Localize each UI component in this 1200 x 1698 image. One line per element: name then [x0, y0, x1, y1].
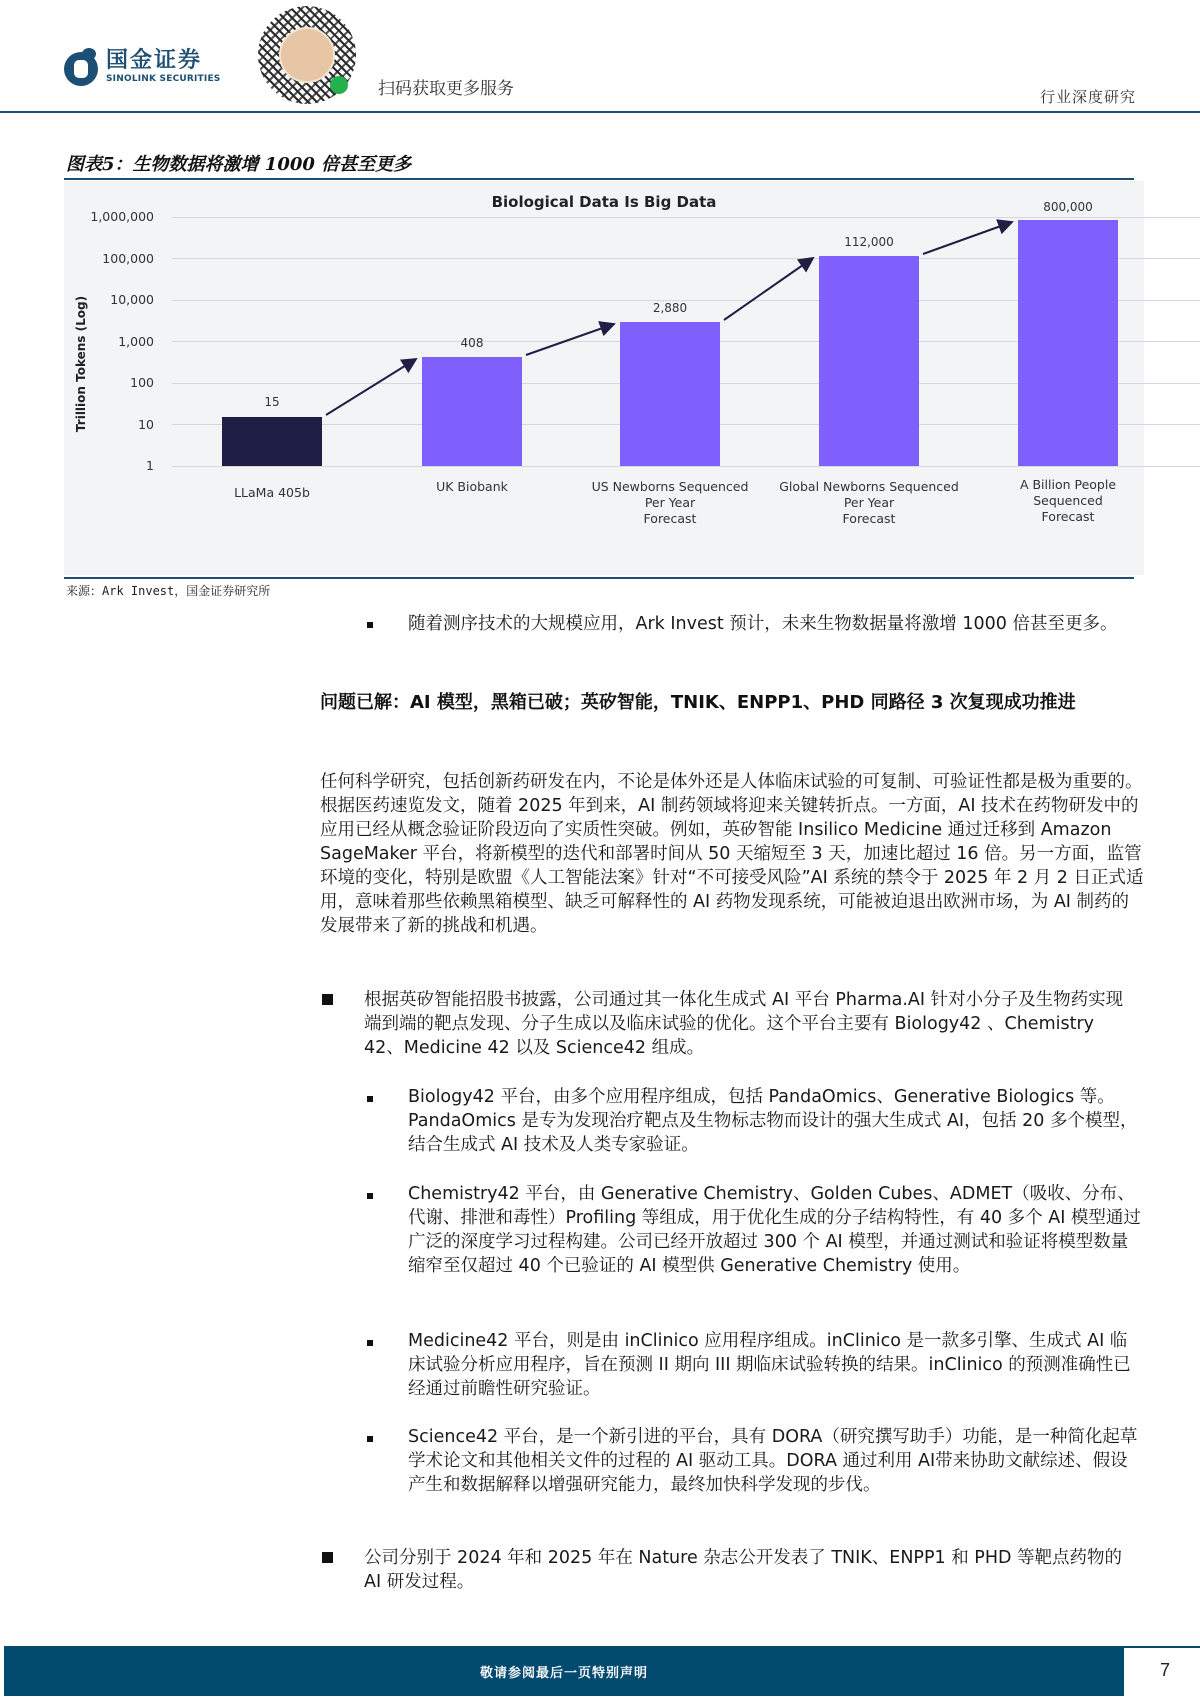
bullet-marker	[367, 1096, 373, 1102]
x-category-label: UK Biobank	[436, 479, 508, 494]
y-tick: 1	[146, 458, 154, 473]
sub-bullet-chemistry42: Chemistry42 平台，由 Generative Chemistry、Golden Cubes、ADMET（吸收、分布、代谢、排泄和毒性）Profiling 等组成，用于优化生成的分子结构特性，有 40 多个 AI 模型通过广泛的深度学习过程构建。公司已经开放超过 300 个 AI 模型，并通过测试和验证将模型数量缩窄至仅超过 40 个已验证的 AI 模型供 Generative Chemistry 使用。	[408, 1184, 1141, 1276]
y-tick: 1,000,000	[90, 209, 154, 224]
figure-top-rule	[64, 178, 1134, 180]
qr-center-badge-icon	[279, 27, 335, 83]
logo-english-name: SINOLINK SECURITIES	[106, 74, 221, 84]
x-category-label: A Billion People Sequenced Forecast	[1019, 477, 1117, 524]
footer-rule	[1124, 1646, 1200, 1648]
section-heading: 问题已解：AI 模型，黑箱已破；英矽智能，TNIK、ENPP1、PHD 同路径 3 次复现成功推进	[320, 692, 1076, 713]
figure-source: 来源：Ark Invest，国金证券研究所	[66, 584, 271, 598]
y-tick: 1,000	[118, 334, 154, 349]
footer-disclaimer[interactable]: 敬请参阅最后一页特别声明	[479, 1666, 648, 1681]
mini-program-icon	[330, 76, 348, 94]
logo-chinese-name: 国金证券	[106, 48, 203, 73]
footer-disclaimer-bar	[4, 1646, 1124, 1696]
bar-chart	[64, 181, 1144, 575]
x-category-label: US Newborns Sequenced Per Year Forecast	[591, 479, 749, 526]
bar-value-label: 408	[460, 336, 484, 350]
bullet-paragraph: 公司分别于 2024 年和 2025 年在 Nature 杂志公开发表了 TNIK、ENPP1 和 PHD 等靶点药物的 AI 研发过程。	[364, 1548, 1123, 1592]
logo-icon	[64, 48, 98, 86]
header-divider	[0, 111, 1200, 113]
y-axis-label: Trillion Tokens (Log)	[74, 295, 88, 433]
report-type-label: 行业深度研究	[1039, 88, 1136, 106]
bullet-marker	[322, 1552, 333, 1563]
y-tick: 100	[130, 375, 154, 390]
bullet-marker	[322, 994, 333, 1005]
body-paragraph: 任何科学研究，包括创新药研发在内，不论是体外还是人体临床试验的可复制、可验证性都是极为重要的。根据医药速览发文，随着 2025 年到来，AI 制药领域将迎来关键转折点。一方面，AI 技术在药物研发中的应用已经从概念验证阶段迈向了实质性突破。例如，英矽智能 Insilico Medicine 通过迁移到 Amazon SageMaker 平台，将新模型的迭代和部署时间从 50 天缩短至 3 天，加速比超过 16 倍。另一方面，监管环境的变化，特别是欧盟《人工智能法案》针对“不可接受风险”AI 系统的禁令于 2025 年 2 月 2 日正式适用，意味着那些依赖黑箱模型、缺乏可解释性的 AI 药物发现系统，可能被迫退出欧洲市场，为 AI 制药的发展带来了新的挑战和机遇。	[320, 772, 1144, 936]
bar-value-label: 112,000	[844, 235, 894, 249]
bullet-paragraph: 随着测序技术的大规模应用，Ark Invest 预计，未来生物数据量将激增 1000 倍甚至更多。	[408, 614, 1118, 634]
sub-bullet-biology42: Biology42 平台，由多个应用程序组成，包括 PandaOmics、Generative Biologics 等。PandaOmics 是专为发现治疗靶点及生物标志物而设计的强大生成式 AI，包括 20 多个模型，结合生成式 AI 技术及人类专家验证。	[408, 1087, 1138, 1155]
chart-title: Biological Data Is Big Data	[491, 193, 717, 211]
bullet-marker	[367, 1340, 373, 1346]
sub-bullet-medicine42: Medicine42 平台，则是由 inClinico 应用程序组成。inClinico 是一款多引擎、生成式 AI 临床试验分析应用程序，旨在预测 II 期向 III 期临床试验转换的结果。inClinico 的预测准确性已经通过前瞻性研究验证。	[408, 1331, 1131, 1399]
bar-value-label: 15	[264, 395, 280, 409]
x-category-label: LLaMa 405b	[234, 485, 310, 500]
y-tick: 10,000	[110, 292, 154, 307]
y-tick: 100,000	[102, 251, 154, 266]
sub-bullet-science42: Science42 平台，是一个新引进的平台，具有 DORA（研究撰写助手）功能，是一种简化起草学术论文和其他相关文件的过程的 AI 驱动工具。DORA 通过利用 AI带来协助文献综述、假设产生和数据解释以增强研究能力，最终加快科学发现的步伐。	[408, 1427, 1138, 1495]
bullet-marker	[367, 622, 373, 628]
page-header	[0, 0, 1200, 112]
figure-title: 图表5：生物数据将激增 1000 倍甚至更多	[66, 154, 412, 175]
x-category-label: Global Newborns Sequenced Per Year Forecast	[779, 479, 959, 526]
y-tick: 10	[138, 417, 154, 432]
page-number: 7	[1160, 1660, 1171, 1680]
qr-caption: 扫码获取更多服务	[378, 79, 514, 99]
bullet-marker	[367, 1436, 373, 1442]
bar-value-label: 800,000	[1043, 200, 1093, 214]
company-logo	[64, 48, 220, 86]
bullet-paragraph: 根据英矽智能招股书披露，公司通过其一体化生成式 AI 平台 Pharma.AI 针对小分子及生物药实现端到端的靶点发现、分子生成以及临床试验的优化。这个平台主要有 Biology42 、Chemistry 42、Medicine 42 以及 Science42 组成。	[364, 990, 1124, 1058]
bar-value-label: 2,880	[652, 301, 688, 315]
figure-bottom-rule	[64, 577, 1134, 579]
bullet-marker	[367, 1193, 373, 1199]
